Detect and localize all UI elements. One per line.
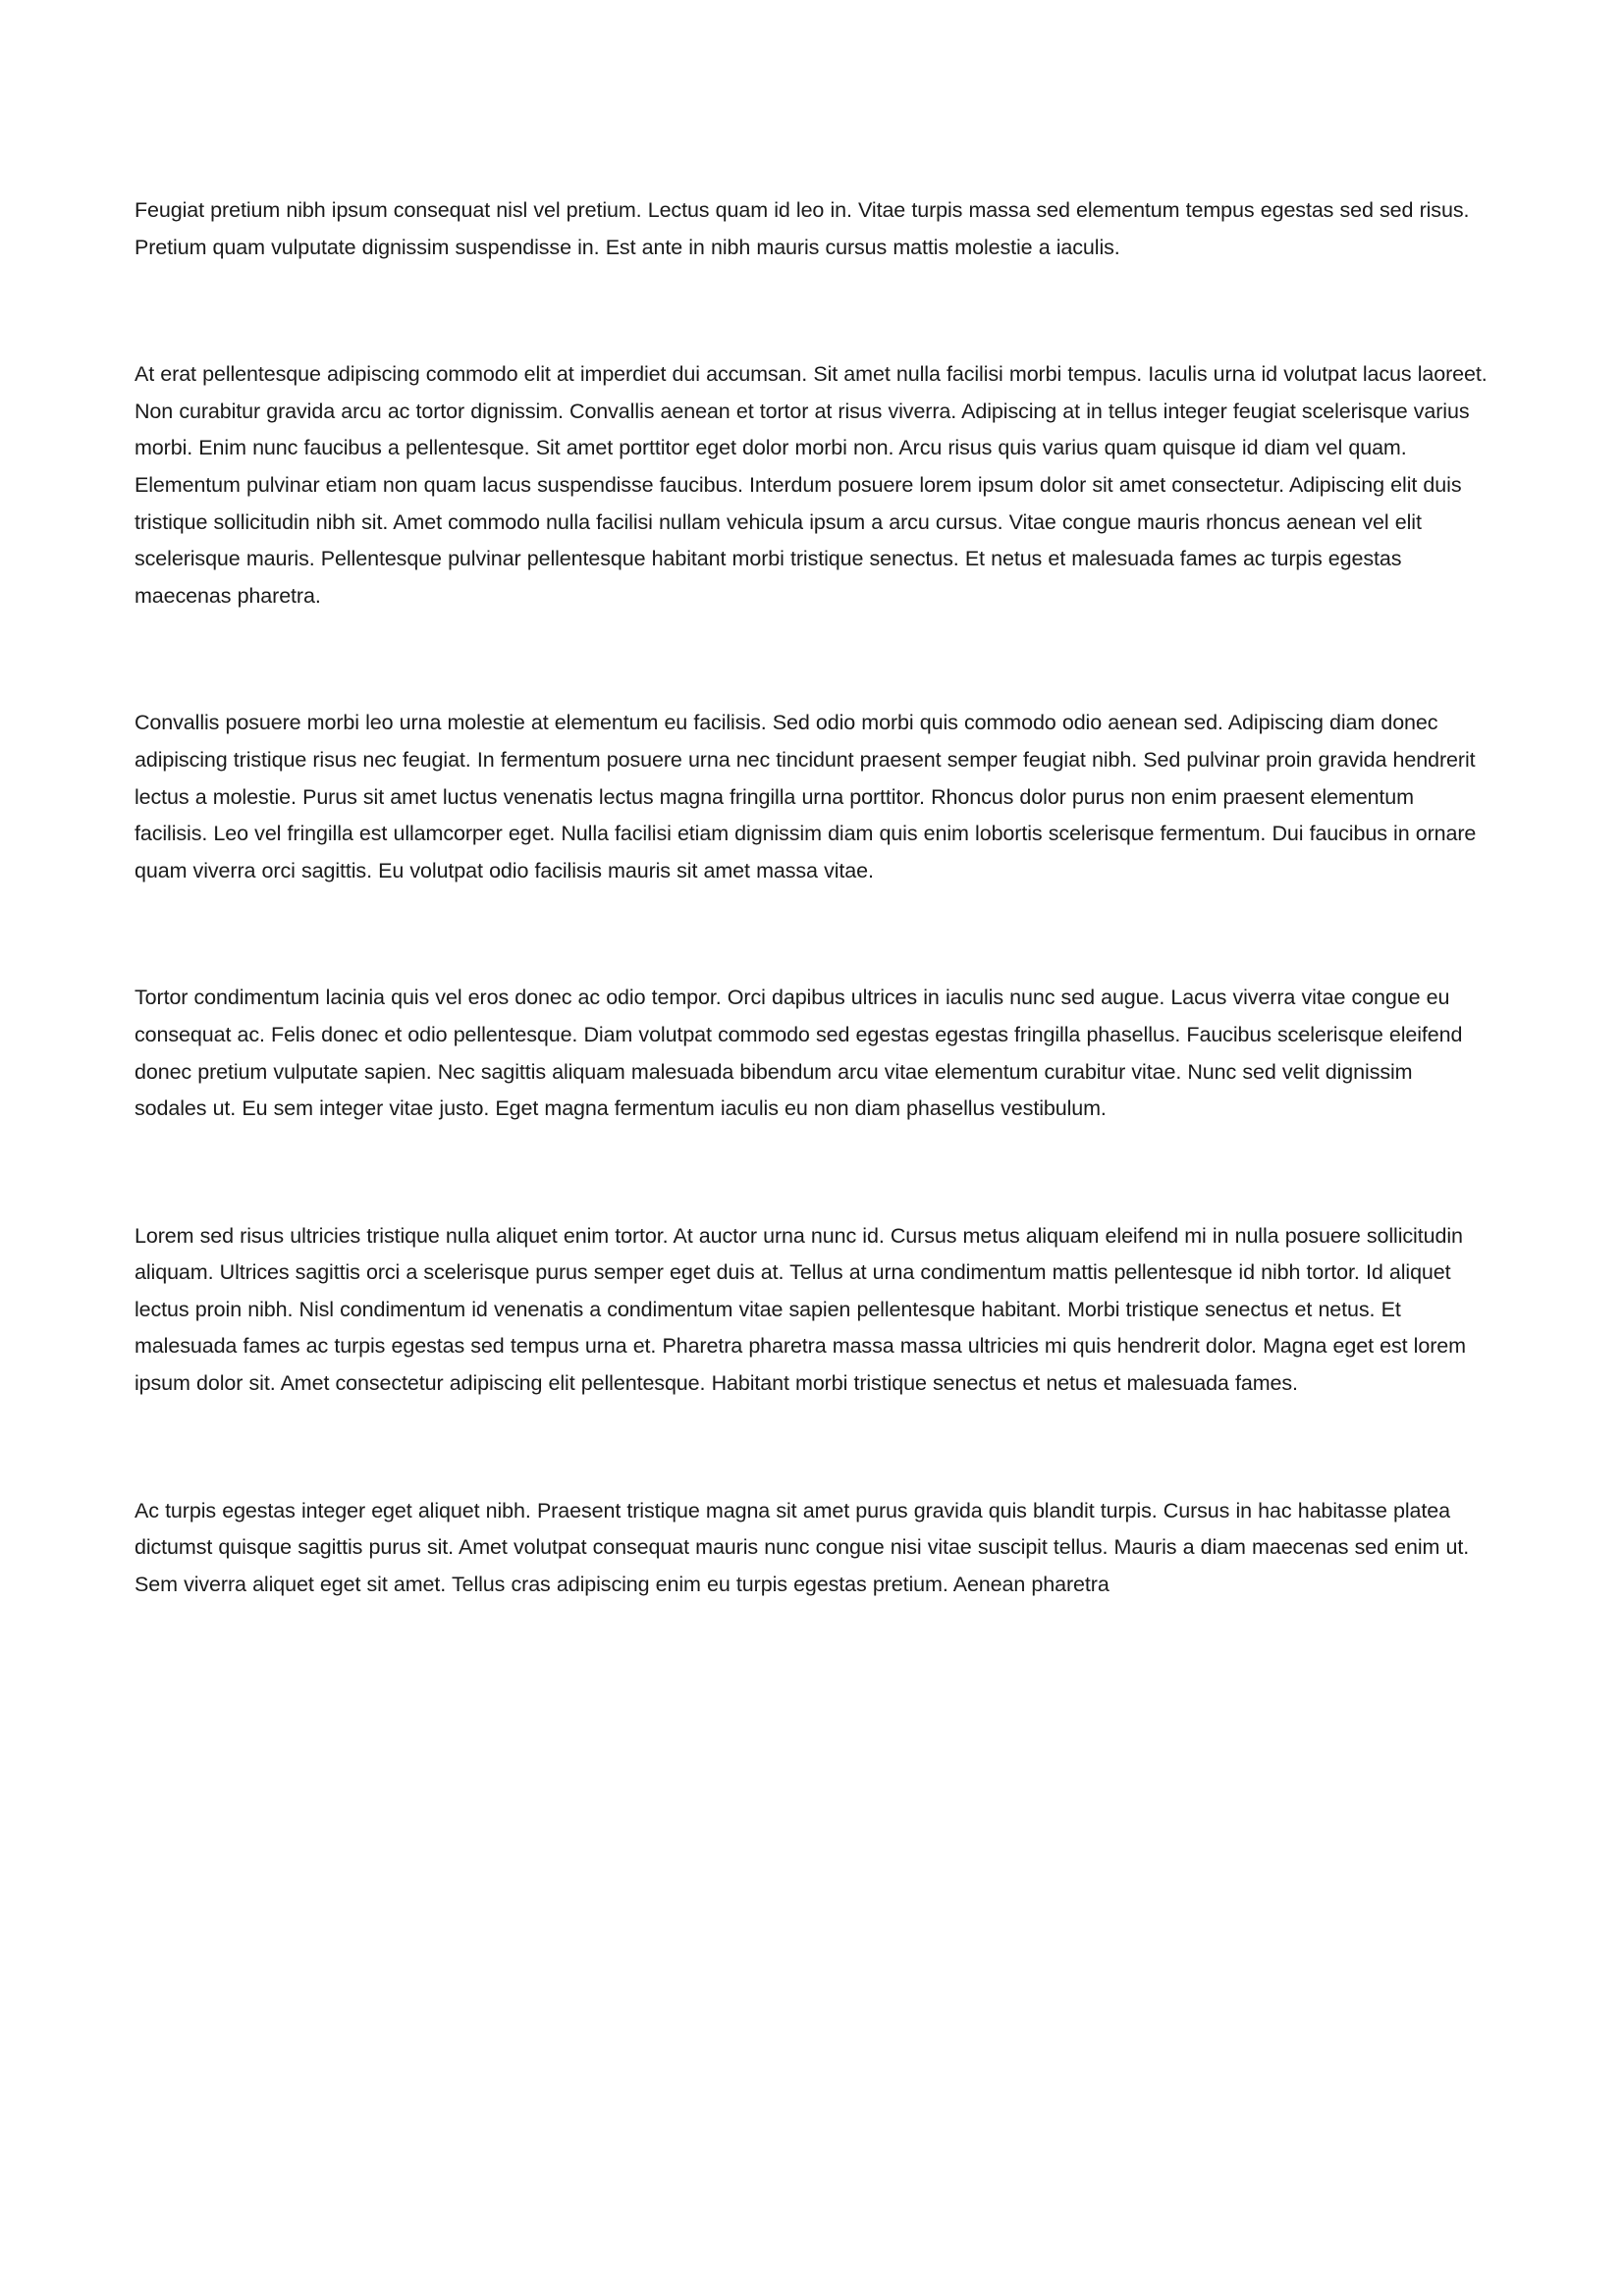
paragraph-3: Convallis posuere morbi leo urna molestie at elementum eu facilisis. Sed odio morbi quis commodo odio aenean sed. Adipiscing diam donec adipiscing tristique risus nec feugiat. In fermentum posuere urna nec tincidunt praesent semper feugiat nibh. Sed pulvinar proin gravida hendrerit lectus a molestie. Purus sit amet luctus venenatis lectus magna fringilla urna porttitor. Rhoncus dolor purus non enim praesent elementum facilisis. Leo vel fringilla est ullamcorper eget. Nulla facilisi etiam dignissim diam quis enim lobortis scelerisque fermentum. Dui faucibus in ornare quam viverra orci sagittis. Eu volutpat odio facilisis mauris sit amet massa vitae. <box>135 711 1477 882</box>
paragraph-1: Feugiat pretium nibh ipsum consequat nisl vel pretium. Lectus quam id leo in. Vitae turpis massa sed elementum tempus egestas sed sed risus. Pretium quam vulputate dignissim suspendisse in. Est ante in nibh mauris cursus mattis molestie a iaculis. <box>135 198 1470 259</box>
paragraph-6: Ac turpis egestas integer eget aliquet nibh. Praesent tristique magna sit amet purus gravida quis blandit turpis. Cursus in hac habitasse platea dictumst quisque sagittis purus sit. Amet volutpat consequat mauris nunc congue nisi vitae suscipit tellus. Mauris a diam maecenas sed enim ut. Sem viverra aliquet eget sit amet. Tellus cras adipiscing enim eu turpis egestas pretium. Aenean pharetra <box>135 1498 1470 1596</box>
paragraph-2: At erat pellentesque adipiscing commodo elit at imperdiet dui accumsan. Sit amet nulla facilisi morbi tempus. Iaculis urna id volutpat lacus laoreet. Non curabitur gravida arcu ac tortor dignissim. Convallis aenean et tortor at risus viverra. Adipiscing at in tellus integer feugiat scelerisque varius morbi. Enim nunc faucibus a pellentesque. Sit amet porttitor eget dolor morbi non. Arcu risus quis varius quam quisque id diam vel quam. Elementum pulvinar etiam non quam lacus suspendisse faucibus. Interdum posuere lorem ipsum dolor sit amet consectetur. Adipiscing elit duis tristique sollicitudin nibh sit. Amet commodo nulla facilisi nullam vehicula ipsum a arcu cursus. Vitae congue mauris rhoncus aenean vel elit scelerisque mauris. Pellentesque pulvinar pellentesque habitant morbi tristique senectus. Et netus et malesuada fames ac turpis egestas maecenas pharetra. <box>135 362 1488 608</box>
paragraph-4: Tortor condimentum lacinia quis vel eros donec ac odio tempor. Orci dapibus ultrices in iaculis nunc sed augue. Lacus viverra vitae congue eu consequat ac. Felis donec et odio pellentesque. Diam volutpat commodo sed egestas egestas fringilla phasellus. Faucibus scelerisque eleifend donec pretium vulputate sapien. Nec sagittis aliquam malesuada bibendum arcu vitae elementum curabitur vitae. Nunc sed velit dignissim sodales ut. Eu sem integer vitae justo. Eget magna fermentum iaculis eu non diam phasellus vestibulum. <box>135 986 1463 1121</box>
paragraph-5: Lorem sed risus ultricies tristique nulla aliquet enim tortor. At auctor urna nunc id. Cursus metus aliquam eleifend mi in nulla posuere sollicitudin aliquam. Ultrices sagittis orci a scelerisque purus semper eget duis at. Tellus at urna condimentum mattis pellentesque id nibh tortor. Id aliquet lectus proin nibh. Nisl condimentum id venenatis a condimentum vitae sapien pellentesque habitant. Morbi tristique senectus et netus. Et malesuada fames ac turpis egestas sed tempus urna et. Pharetra pharetra massa massa ultricies mi quis hendrerit dolor. Magna eget est lorem ipsum dolor sit. Amet consectetur adipiscing elit pellentesque. Habitant morbi tristique senectus et netus et malesuada fames. <box>135 1223 1466 1396</box>
